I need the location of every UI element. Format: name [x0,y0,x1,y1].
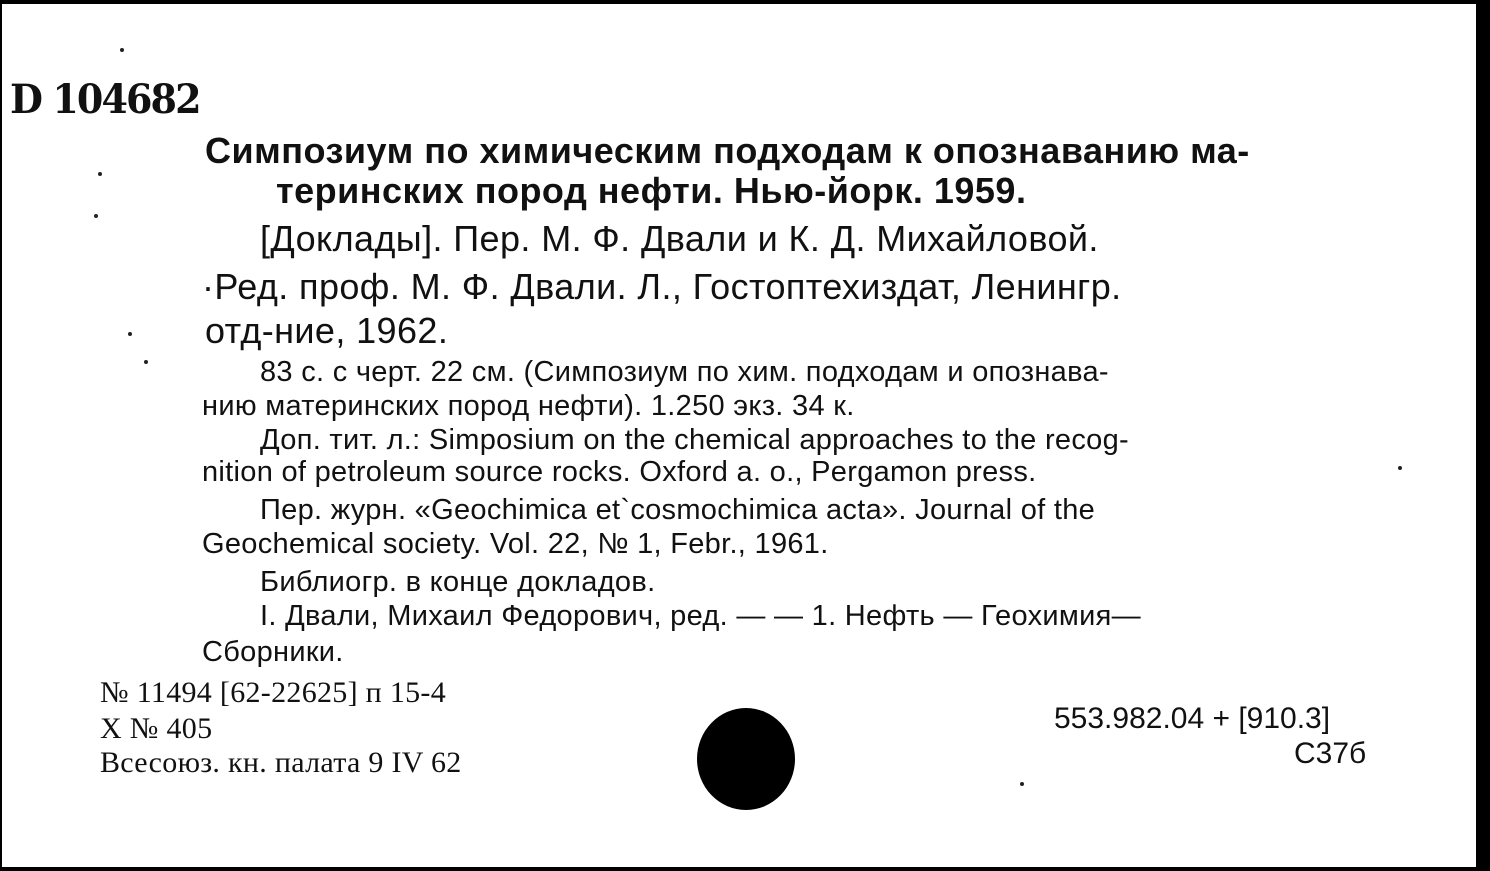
bib-line-3: отд-ние, 1962. [205,310,449,351]
dust-speck [128,332,132,336]
title-line-2: теринских пород нефти. Нью-йорк. 1959. [276,170,1027,211]
note-line: Библиогр. в конце докладов. [260,566,656,598]
dust-speck [1020,782,1024,786]
imprint-line-2: X № 405 [100,712,213,745]
note-line: Доп. тит. л.: Simposium on the chemical approaches to the recog- [260,424,1129,456]
note-line: Пер. журн. «Geochimica et`cosmochimica acta». Journal of the [260,494,1096,526]
dust-speck [1398,466,1402,470]
dust-speck [144,360,148,364]
shelf-code: С37б [1294,737,1367,770]
catalog-card [2,4,1476,867]
note-line: Сборники. [202,636,344,668]
dust-speck [98,172,102,176]
note-line: Geochemical society. Vol. 22, № 1, Febr., 1961. [202,528,829,560]
dust-speck [94,214,98,218]
note-line: 83 с. с черт. 22 см. (Симпозиум по хим. подходам и опознава- [260,356,1109,388]
udc-code: 553.982.04 + [910.3] [1054,702,1331,735]
imprint-line-3: Всесоюз. кн. палата 9 IV 62 [100,746,462,779]
note-line: нию материнских пород нефти). 1.250 экз. 34 к. [202,390,855,422]
bib-line-1: [Доклады]. Пер. М. Ф. Двали и К. Д. Михайловой. [260,218,1099,259]
call-number: D 104682 [10,76,200,123]
title-line-1: Симпозиум по химическим подходам к опознаванию ма- [205,130,1250,171]
imprint-line-1: № 11494 [62-22625] п 15-4 [100,676,447,709]
card-punch-hole [697,708,795,810]
note-line: I. Двали, Михаил Федорович, ред. — — 1. Нефть — Геохимия— [260,600,1141,632]
note-line: nition of petroleum source rocks. Oxford a. o., Pergamon press. [202,456,1037,488]
bib-line-2: ·Ред. проф. М. Ф. Двали. Л., Гостоптехиздат, Ленингр. [202,266,1122,307]
dust-speck [120,48,124,52]
